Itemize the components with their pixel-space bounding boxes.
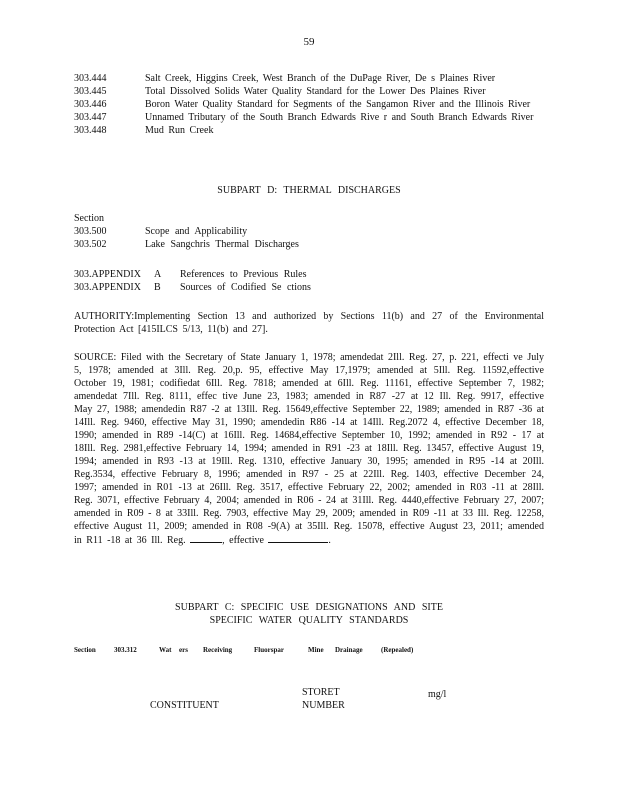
small-text: Section [74,646,96,654]
small-text: 303.312 [114,646,137,654]
toc-item [74,111,544,124]
appendix-letter: A [154,269,162,280]
toc-item-title: Salt Creek, Higgins Creek, West Branch of the DuPage River, De s Plaines River [145,73,496,84]
toc-item-title: Unnamed Tributary of the South Branch Edwards Rive r and South Branch Edwards River [145,112,534,123]
blank-line [268,533,328,543]
appendix-title: Sources of Codified Se ctions [180,282,311,293]
toc-item-number: 303.445 [74,86,107,97]
section-item-number: 303.502 [74,239,107,250]
section-list [74,212,544,251]
section-item [74,238,544,251]
small-text: ers [179,646,188,654]
toc-item [74,85,544,98]
source-text: SOURCE: Filed with the Secretary of State January 1, 1978; amendedat 2Ill. Reg. 27, p. 221, effecti ve July 5, 1978; amended at 3Ill. Reg. 20,p. 95, effective May 17,1979; amended at 5Ill. Reg. 11592,effective October 19, 1981; codifiedat 6Ill. Reg. 7818; amended at 6Ill. Reg. 11161, effective September 7, 1982; amendedat 7Ill. Reg. 8111, effec tive June 23, 1983; amended in R87 -27 at 12 Ill. Reg. 9917, effective May 27, 1988; amendedin R87 -2 at 13Ill. Reg. 15649,effective September 22, 1989; amended in R87 -36 at 14Ill. Reg. 9460, effective May 31, 1990; amendedin R86 -14 at 14Ill. Reg.2072 4, effective December 18, 1990; amended in R89 -14(C) at 16Ill. Reg. 14684,effective September 10, 1992; amended in R92 - 17 at 18Ill. Reg. 2981,effective February 14, 1994; amended in R91 -23 at 18Ill. Reg. 13457, effective August 19, 1994; amended in R93 -13 at 19Ill. Reg. 1310, effective January 30, 1995; amended in R95 -14 at 20Ill. Reg.3534, effective February 8, 1996; amended in R97 - 25 at 22Ill. Reg. 1403, effective December 24, 1997; amended in R01 -13 at 26Ill. Reg. 3517, effective February 22, 2002; amended in R03 -11 at 28Ill. Reg. 3071, effective February 4, 2004; amended in R06 - 24 at 31Ill. Reg. 4440,effective February 27, 2007; amended in R09 - 8 at 33Ill. Reg. 7903, effective May 29, 2009; amended in R09 -11 at 33 Ill. Reg. 12258, effective August 11, 2009; amended in R08 -9(A) at 35Ill. Reg. 15078, effective August 23, 2011; amended in R11 -18 at 36 Ill. Reg. [74,352,544,546]
toc-item-title: Boron Water Quality Standard for Segments of the Sangamon River and the Illinois River [145,99,531,110]
section-item-title: Scope and Applicability [145,226,248,237]
table-header-storet: STORET [302,687,340,698]
small-text: Fluorspar [254,646,284,654]
small-text: Mine [308,646,324,654]
subpart-d-heading: SUBPART D: THERMAL DISCHARGES [217,185,401,196]
appendix-label: 303.APPENDIX [74,269,141,280]
appendix-item [74,281,544,294]
table-header-constituent: CONSTITUENT [150,700,219,711]
small-text: Receiving [203,646,233,654]
appendix-letter: B [154,282,161,293]
toc-item [74,124,544,137]
toc-item-number: 303.448 [74,125,107,136]
small-text: Wat [159,646,172,654]
section-303-312-title [74,646,544,654]
table-header-number: NUMBER [302,700,345,711]
table-header-unit: mg/l [428,689,447,700]
section-label: Section [74,213,104,224]
page-number: 59 [303,36,315,48]
toc-item [74,72,544,85]
appendix-title: References to Previous Rules [180,269,307,280]
appendix-list [74,268,544,294]
toc-item-title: Mud Run Creek [145,125,214,136]
section-item-number: 303.500 [74,226,107,237]
subpart-c-heading-line2: SPECIFIC WATER QUALITY STANDARDS [209,615,409,626]
small-text: (Repealed) [381,646,414,654]
toc-list [74,72,544,137]
toc-item [74,98,544,111]
appendix-item [74,268,544,281]
section-item [74,225,544,238]
appendix-label: 303.APPENDIX [74,282,141,293]
source-paragraph: SOURCE: Filed with the Secretary of State January 1, 1978; amendedat 2Ill. Reg. 27, p. 221, effecti ve July 5, 1978; amended at 3Ill. Reg. 20,p. 95, effective May 17,1979; amended at 5Ill. Reg. 11592,effective October 19, 1981; codifiedat 6Ill. Reg. 7818; amended at 6Ill. Reg. 11161, effective September 7, 1982; amendedat 7Ill. Reg. 8111, effec tive June 23, 1983; amended in R87 -27 at 12 Ill. Reg. 9917, effective May 27, 1988; amendedin R87 -2 at 13Ill. Reg. 15649,effective September 22, 1989; amended in R87 -36 at 14Ill. Reg. 9460, effective May 31, 1990; amendedin R86 -14 at 14Ill. Reg.2072 4, effective December 18, 1990; amended in R89 -14(C) at 16Ill. Reg. 14684,effective September 10, 1992; amended in R92 - 17 at 18Ill. Reg. 2981,effective February 14, 1994; amended in R91 -23 at 18Ill. Reg. 13457, effective August 19, 1994; amended in R93 -13 at 19Ill. Reg. 1310, effective January 30, 1995; amended in R95 -14 at 20Ill. Reg.3534, effective February 8, 1996; amended in R97 - 25 at 22Ill. Reg. 1403, effective December 24, 1997; amended in R01 -13 at 26Ill. Reg. 3517, effective February 22, 2002; amended in R03 -11 at 28Ill. Reg. 3071, effective February 4, 2004; amended in R06 - 24 at 31Ill. Reg. 4440,effective February 27, 2007; amended in R09 - 8 at 33Ill. Reg. 7903, effective May 29, 2009; amended in R09 -11 at 33 Ill. Reg. 12258, effective August 11, 2009; amended in R08 -9(A) at 35Ill. Reg. 15078, effective August 23, 2011; amended in R11 -18 at 36 Ill. Reg. , effective . [74,352,544,546]
toc-item-number: 303.447 [74,112,107,123]
authority-paragraph: AUTHORITY:Implementing Section 13 and authorized by Sections 11(b) and 27 of the Environmental Protection Act [415ILCS 5/13, 11(b) and 27]. [74,311,544,335]
source-effective-label: effective [229,535,264,546]
section-item-title: Lake Sangchris Thermal Discharges [145,239,299,250]
toc-item-title: Total Dissolved Solids Water Quality Standard for the Lower Des Plaines River [145,86,486,97]
small-text: Drainage [335,646,363,654]
toc-item-number: 303.446 [74,99,107,110]
toc-item-number: 303.444 [74,73,107,84]
blank-line [190,533,222,543]
subpart-c-heading-line1: SUBPART C: SPECIFIC USE DESIGNATIONS AND SITE [175,602,443,613]
